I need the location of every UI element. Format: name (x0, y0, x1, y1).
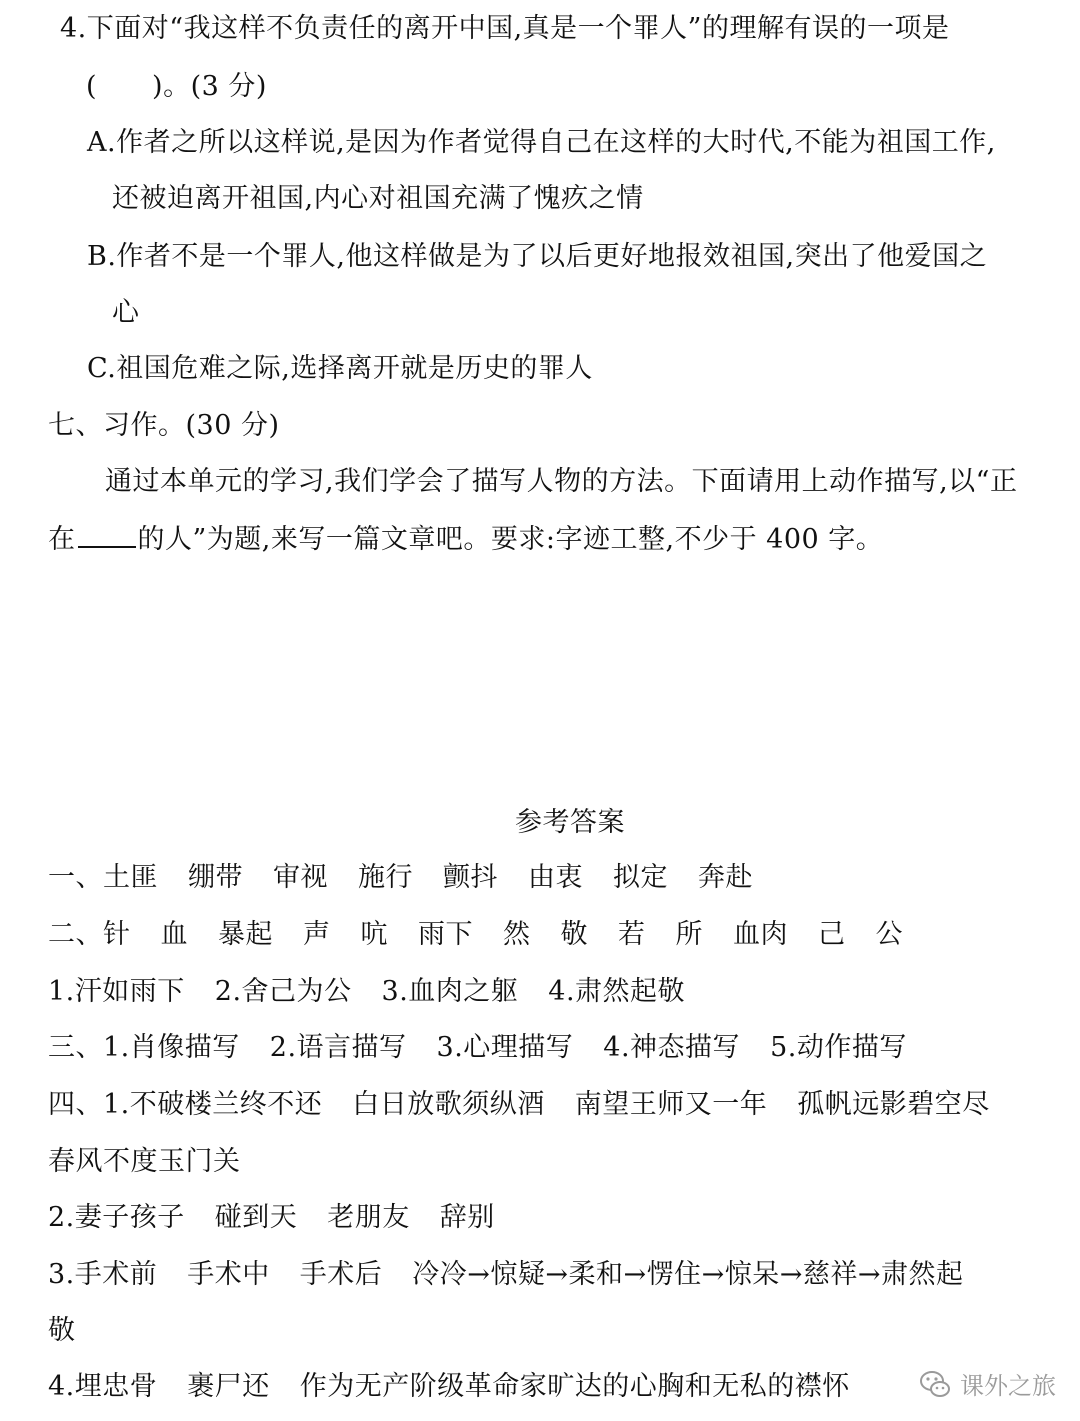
answer-item: 3.心理描写 (436, 1032, 574, 1063)
answer-item: 公 (875, 919, 903, 950)
answer-item: 声 (303, 919, 331, 950)
answer-item: 施行 (358, 862, 413, 893)
option-a-line-2: 还被迫离开祖国,内心对祖国充满了愧疚之情 (112, 183, 644, 214)
answer-item: 3.手术前 (48, 1259, 158, 1290)
answer-item: 奔赴 (698, 862, 753, 893)
answer-item: 白日放歌须纵酒 (352, 1089, 545, 1120)
answer-four-4 (48, 1370, 850, 1404)
answer-item: 5.动作描写 (770, 1032, 907, 1063)
option-b-line-2: 心 (112, 297, 140, 328)
answer-item: 血 (160, 919, 188, 950)
answer-item: 己 (818, 919, 846, 950)
answer-item: 暴起 (218, 919, 273, 950)
answer-item: 血肉 (733, 919, 788, 950)
prompt-text-after-blank: 的人”为题,来写一篇文章吧。要求:字迹工整,不少于 400 字。 (137, 524, 884, 555)
answer-four-poems-continued: 春风不度玉门关 (48, 1146, 241, 1177)
answer-item: 4.埋忠骨 (48, 1371, 158, 1402)
answer-item: 4.神态描写 (603, 1032, 741, 1063)
answer-item: 手术后 (299, 1259, 383, 1290)
watermark (918, 1366, 1056, 1401)
answer-item: 手术中 (187, 1259, 270, 1290)
answer-item: 审视 (273, 862, 328, 893)
answer-key-title: 参考答案 (515, 807, 625, 838)
answer-item: 四、1.不破楼兰终不还 (48, 1089, 323, 1120)
answer-item: 孤帆远影碧空尽 (797, 1089, 990, 1120)
answer-four-3-continued: 敬 (48, 1315, 76, 1346)
answer-item: 辞别 (439, 1202, 495, 1233)
answer-item: 敬 (560, 919, 588, 950)
answer-item: 作为无产阶级革命家旷达的心胸和无私的襟怀 (299, 1371, 850, 1402)
option-a-line-1: A.作者之所以这样说,是因为作者觉得自己在这样的大时代,不能为祖国工作, (87, 127, 996, 158)
answer-item: 2.妻子孩子 (48, 1202, 185, 1233)
answer-item: 老朋友 (327, 1202, 410, 1233)
answer-item: 绷带 (188, 862, 243, 893)
composition-prompt-line-1: 通过本单元的学习,我们学会了描写人物的方法。下面请用上动作描写,以“正 (105, 466, 1018, 497)
answer-item: 颤抖 (443, 862, 498, 893)
option-b-line-1: B.作者不是一个罪人,他这样做是为了以后更好地报效祖国,突出了他爱国之 (87, 241, 988, 272)
prompt-text-before-blank: 在 (48, 524, 76, 555)
answer-item: 二、针 (48, 919, 131, 950)
answer-item: 4.肃然起敬 (548, 976, 686, 1007)
option-c: C.祖国危难之际,选择离开就是历史的罪人 (87, 353, 593, 384)
title-blank (78, 522, 136, 548)
question-4-stem: 4.下面对“我这样不负责任的离开中国,真是一个罪人”的理解有误的一项是 (60, 13, 950, 44)
answer-item: 3.血肉之躯 (381, 976, 519, 1007)
answer-item: 2.舍己为公 (214, 976, 352, 1007)
answer-item: 三、1.肖像描写 (48, 1032, 240, 1063)
answer-item: 南望王师又一年 (574, 1089, 768, 1120)
answer-item: 然 (503, 919, 531, 950)
answer-item: 裹尸还 (187, 1371, 270, 1402)
answer-item: 一、土匪 (48, 862, 158, 893)
answer-item: 2.语言描写 (269, 1032, 407, 1063)
answer-item: 所 (675, 919, 703, 950)
answer-item: 拟定 (613, 862, 668, 893)
answer-item: 雨下 (418, 919, 473, 950)
answer-four-poems (48, 1088, 990, 1122)
answer-item: 吭 (360, 919, 388, 950)
answer-four-2 (48, 1201, 495, 1235)
question-4-answer-paren: ( )。(3 分) (86, 71, 267, 102)
answer-item: 碰到天 (214, 1202, 298, 1233)
answer-item: 若 (618, 919, 646, 950)
wechat-icon (918, 1367, 952, 1401)
composition-prompt-line-2 (48, 522, 883, 557)
section-7-heading: 七、习作。(30 分) (48, 410, 280, 441)
answer-two-idioms (48, 975, 685, 1009)
answer-two (48, 918, 903, 952)
answer-four-3 (48, 1258, 964, 1292)
answer-three (48, 1031, 907, 1065)
answer-item: 冷冷→惊疑→柔和→愣住→惊呆→慈祥→肃然起 (412, 1259, 964, 1290)
answer-item: 由衷 (528, 862, 583, 893)
answer-one (48, 861, 753, 895)
answer-item: 1.汗如雨下 (48, 976, 185, 1007)
watermark-text: 课外之旅 (960, 1372, 1056, 1400)
